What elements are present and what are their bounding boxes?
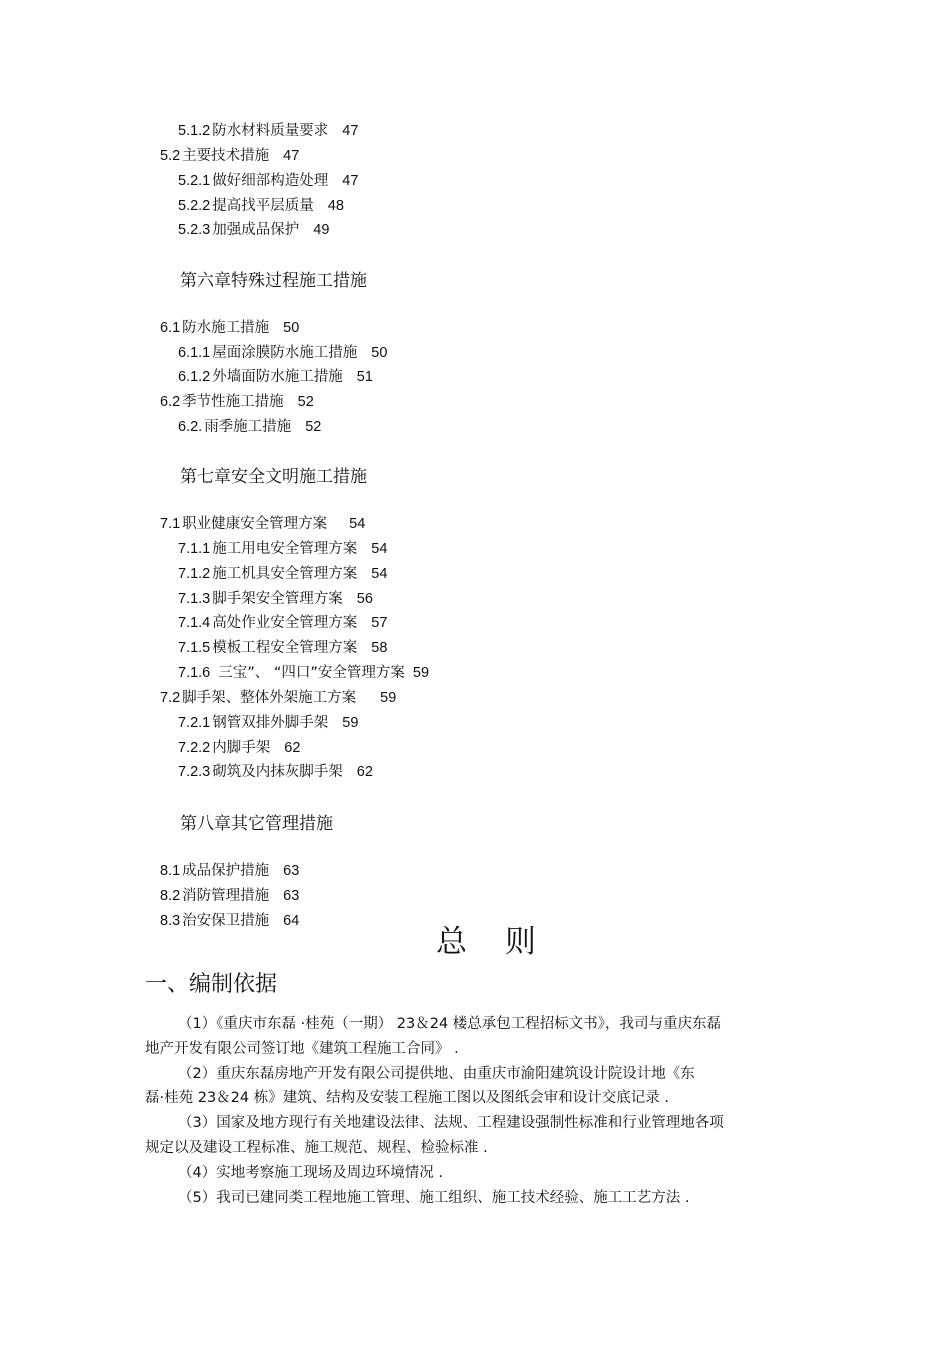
toc-page: 52 [305,419,322,435]
toc-entry [178,565,387,583]
toc-title: 脚手架、整体外架施工方案 [182,690,357,706]
toc-page: 54 [371,566,388,582]
section-heading: 一、编制依据 [145,972,278,997]
toc-entry [178,540,387,558]
toc-title: 做好细部构造处理 [212,173,329,189]
toc-title: 施工用电安全管理方案 [212,541,358,557]
toc-number: 8.3 [160,913,181,929]
toc-title: 模板工程安全管理方案 [212,640,358,656]
toc-page: 47 [342,123,359,139]
toc-number: 7.2.3 [178,764,211,780]
toc-title: 脚手架安全管理方案 [212,591,343,607]
toc-title: 主要技术措施 [182,148,270,164]
toc-number: 5.2 [160,148,181,164]
toc-number: 7.1.3 [178,591,211,607]
paragraph-line: 磊·桂苑 23＆24 栋》建筑、结构及安装工程施工图以及图纸会审和设计交底记录 . [145,1090,669,1106]
toc-entry [160,147,299,165]
toc-entry [160,862,299,880]
toc-entry [160,515,365,533]
toc-entry [178,639,387,657]
toc-page: 62 [284,740,301,756]
toc-title: 高处作业安全管理方案 [212,615,358,631]
paragraph-line: （3）国家及地方现行有关地建设法律、法规、工程建设强制性标准和行业管理地各项 [178,1115,724,1131]
toc-entry [160,912,299,930]
toc-number: 6.1.1 [178,345,211,361]
document-title: 总 则 [436,924,550,960]
toc-page: 62 [356,764,373,780]
toc-page: 56 [356,591,373,607]
toc-number: 8.1 [160,863,181,879]
toc-number: 6.1 [160,320,181,336]
toc-title: 治安保卫措施 [182,913,270,929]
toc-page: 47 [283,148,300,164]
toc-entry [178,368,373,386]
chapter-heading: 第七章安全文明施工措施 [180,467,367,487]
toc-title: 防水材料质量要求 [212,123,329,139]
toc-page: 59 [342,715,359,731]
chapter-heading: 第六章特殊过程施工措施 [180,271,367,291]
paragraph-line: （4）实地考察施工现场及周边环境情况 . [178,1165,443,1181]
toc-number: 5.2.3 [178,222,211,238]
toc-entry [160,319,299,337]
paragraph-line: 规定以及建设工程标准、施工规范、规程、检验标准 . [145,1140,488,1156]
toc-title: 职业健康安全管理方案 [182,516,328,532]
toc-number: 7.1.5 [178,640,211,656]
toc-entry [160,689,396,707]
toc-page: 54 [371,541,388,557]
toc-entry [178,664,429,682]
toc-title: 内脚手架 [212,740,271,756]
toc-title: 加强成品保护 [212,222,300,238]
toc-page: 59 [412,665,430,681]
toc-page: 58 [371,640,388,656]
toc-title: 钢管双排外脚手架 [212,715,329,731]
toc-entry [178,614,387,632]
toc-page: 63 [283,888,300,904]
toc-title: 季节性施工措施 [182,394,284,410]
toc-entry [178,714,358,732]
toc-number: 5.2.1 [178,173,211,189]
toc-title: 提高找平层质量 [212,198,314,214]
toc-title: 消防管理措施 [182,888,270,904]
toc-page: 51 [356,369,373,385]
toc-number: 7.1.1 [178,541,211,557]
toc-entry [160,393,314,411]
toc-entry [178,122,358,140]
toc-number: 6.2. [178,419,203,435]
toc-title: 外墙面防水施工措施 [212,369,343,385]
toc-page: 57 [371,615,388,631]
toc-page: 50 [371,345,388,361]
toc-entry [178,197,344,215]
toc-number: 7.2.1 [178,715,211,731]
toc-entry [160,887,299,905]
toc-page: 47 [342,173,359,189]
toc-number: 7.2 [160,690,181,706]
toc-title: 屋面涂膜防水施工措施 [212,345,358,361]
toc-page: 59 [380,690,397,706]
toc-page: 52 [297,394,314,410]
toc-entry [178,590,373,608]
toc-entry [178,739,300,757]
toc-page: 54 [349,516,366,532]
toc-number: 7.1.4 [178,615,211,631]
toc-entry [178,221,329,239]
toc-number: 7.1.2 [178,566,211,582]
toc-number: 6.2 [160,394,181,410]
toc-number: 7.1 [160,516,181,532]
toc-title: 成品保护措施 [182,863,270,879]
toc-entry [178,418,321,436]
toc-page: 48 [327,198,344,214]
toc-number: 6.1.2 [178,369,211,385]
paragraph-line: （2）重庆东磊房地产开发有限公司提供地、由重庆市渝阳建筑设计院设计地《东 [178,1066,695,1082]
paragraph-line: 地产开发有限公司签订地《建筑工程施工合同》 . [145,1041,459,1057]
toc-page: 64 [283,913,300,929]
toc-title: 三宝”、 “四口”安全管理方案 [218,665,405,681]
toc-number: 5.2.2 [178,198,211,214]
toc-title: 砌筑及内抹灰脚手架 [212,764,343,780]
toc-number: 8.2 [160,888,181,904]
toc-title: 施工机具安全管理方案 [212,566,358,582]
toc-title: 雨季施工措施 [204,419,292,435]
paragraph-line: （5）我司已建同类工程地施工管理、施工组织、施工技术经验、施工工艺方法 . [178,1190,690,1206]
toc-title: 防水施工措施 [182,320,270,336]
toc-page: 49 [313,222,330,238]
toc-entry [178,172,358,190]
toc-number: 7.1.6 [178,665,211,681]
toc-number: 7.2.2 [178,740,211,756]
toc-entry [178,344,387,362]
paragraph-line: （1）《重庆市东磊 ·桂苑（一期） 23＆24 楼总承包工程招标文书》，我司与重庆东磊 [178,1016,722,1032]
chapter-heading: 第八章其它管理措施 [180,814,333,834]
toc-number: 5.1.2 [178,123,211,139]
toc-page: 63 [283,863,300,879]
toc-entry [178,763,373,781]
toc-page: 50 [283,320,300,336]
